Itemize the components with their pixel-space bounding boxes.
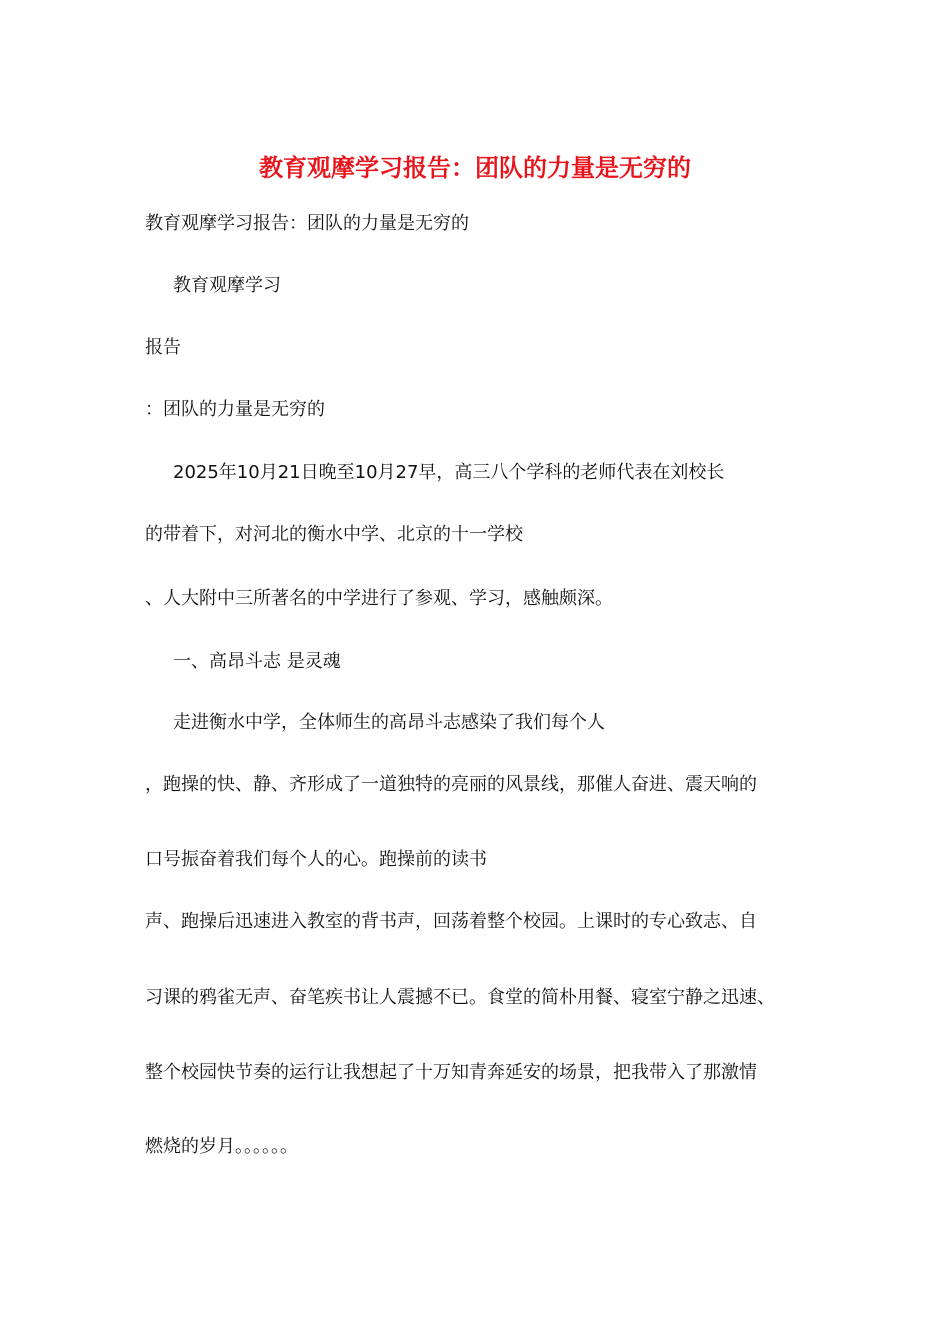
paragraph-line-6: 的带着下，对河北的衡水中学、北京的十一学校	[145, 524, 523, 545]
paragraph-line-3: 报告	[145, 337, 181, 358]
section-heading: 一、高昂斗志 是灵魂	[173, 651, 341, 672]
paragraph-line-10: ，跑操的快、静、齐形成了一道独特的亮丽的风景线，那催人奋进、震天响的	[145, 774, 757, 795]
paragraph-line-2: 教育观摩学习	[173, 275, 281, 296]
paragraph-line-7: 、人大附中三所著名的中学进行了参观、学习，感触颇深。	[145, 588, 613, 609]
paragraph-line-5: 2025年10月21日晚至10月27早，高三八个学科的老师代表在刘校长	[173, 462, 725, 483]
paragraph-line-12: 声、跑操后迅速进入教室的背书声，回荡着整个校园。上课时的专心致志、自	[145, 911, 757, 932]
document-title: 教育观摩学习报告：团队的力量是无穷的	[259, 153, 691, 182]
paragraph-line-14: 整个校园快节奏的运行让我想起了十万知青奔延安的场景，把我带入了那激情	[145, 1062, 757, 1083]
paragraph-line-1: 教育观摩学习报告：团队的力量是无穷的	[145, 213, 469, 234]
paragraph-line-9: 走进衡水中学，全体师生的高昂斗志感染了我们每个人	[173, 712, 605, 733]
paragraph-line-4: ：团队的力量是无穷的	[145, 399, 325, 420]
paragraph-line-13: 习课的鸦雀无声、奋笔疾书让人震撼不已。食堂的简朴用餐、寝室宁静之迅速、	[145, 987, 775, 1008]
paragraph-line-11: 口号振奋着我们每个人的心。跑操前的读书	[145, 849, 487, 870]
paragraph-line-15: 燃烧的岁月。。。。。。	[145, 1136, 298, 1157]
